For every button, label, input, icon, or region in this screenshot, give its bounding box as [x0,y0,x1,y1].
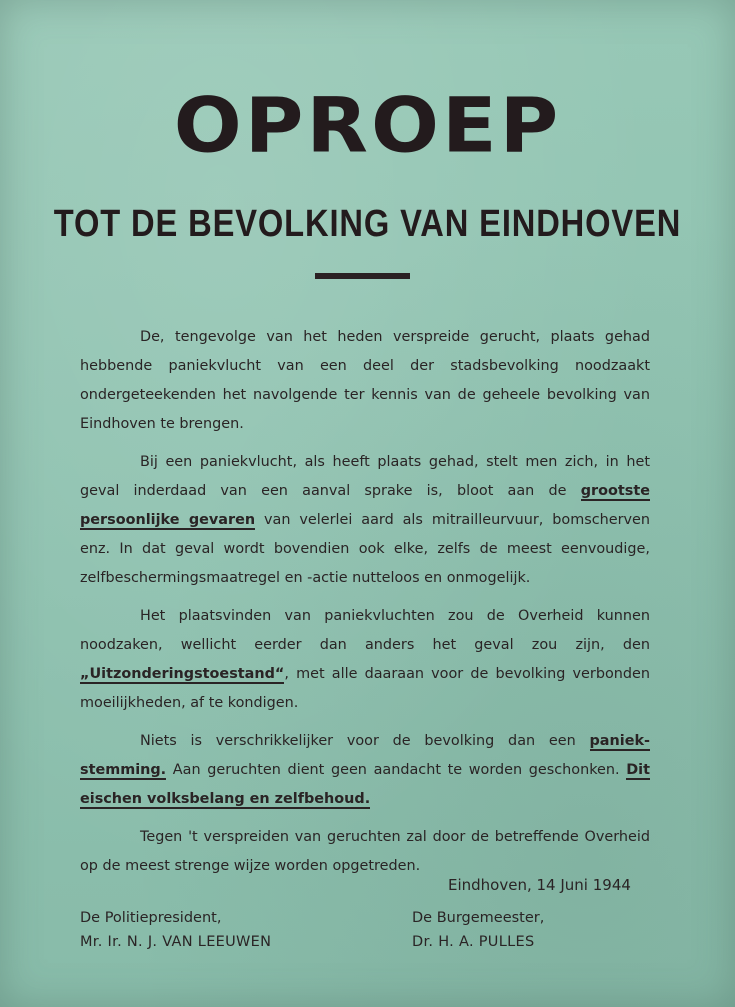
signature-mayor [412,906,544,954]
proclamation-body [80,323,650,890]
divider-rule [315,273,410,279]
paragraph-4 [80,727,650,814]
paragraph-3-text-a: Het plaatsvinden van paniekvluchten zou de Overheid kunnen noodzaken, wellicht eerder dan anders het geval zou zijn, den [80,608,650,653]
emphasis-self-preservation: Dit eischen volksbelang en zelfbehoud. [80,762,650,807]
paragraph-2 [80,448,650,593]
paragraph-5: Tegen 't verspreiden van geruchten zal door de betreffende Overheid op de meest strenge wijze worden opgetreden. [80,829,650,874]
paragraph-4-text-b: Aan geruchten dient geen aandacht te worden geschonken. [172,762,620,778]
paragraph-3 [80,602,650,718]
emphasis-danger: grootste persoonlijke gevaren [80,483,650,528]
emphasis-state-of-exception: „Uitzonderingstoestand“ [80,666,285,682]
place-date: Eindhoven, 14 Juni 1944 [448,876,631,894]
paragraph-3-text-b: , met alle daaraan voor de bevolking verbonden moeilijkheden, af te kondigen. [80,666,650,711]
signature-name: Mr. Ir. N. J. VAN LEEUWEN [80,934,272,950]
signature-role: De Burgemeester, [412,910,545,926]
emphasis-panic-mood: paniek-stemming. [80,733,650,778]
poster-title: OPROEP [173,81,562,170]
paragraph-2-text-a: Bij een paniekvlucht, als heeft plaats gehad, stelt men zich, in het geval inderdaad van een aanval sprake is, bloot aan de [80,454,650,499]
signature-police-president [80,906,271,954]
signature-name: Dr. H. A. PULLES [412,934,535,950]
paragraph-4-text-a: Niets is verschrikkelijker voor de bevolking dan een [140,733,576,749]
signature-role: De Politiepresident, [80,910,222,926]
paragraph-1: De, tengevolge van het heden verspreide gerucht, plaats gehad hebbende paniekvlucht van een deel der stadsbevolking noodzaakt ondergeteekenden het navolgende ter kennis van de geheele bevolking van Eindhoven te brengen. [80,329,650,432]
paragraph-2-text-b: van velerlei aard als mitrailleurvuur, bomscherven enz. In dat geval wordt bovendien ook elke, zelfs de meest eenvoudige, zelfbeschermingsmaatregel en -actie nutteloos en onmogelijk. [80,512,651,586]
poster-subtitle: TOT DE BEVOLKING VAN EINDHOVEN [53,203,682,245]
